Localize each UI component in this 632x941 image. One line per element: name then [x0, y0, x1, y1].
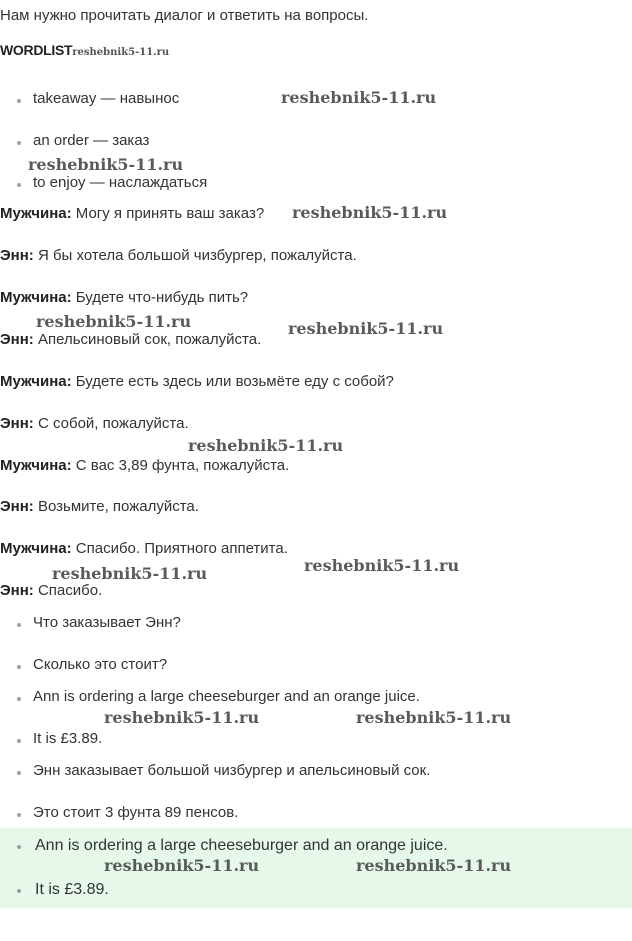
bullet-icon: [17, 183, 21, 187]
dialogue-line: [0, 204, 264, 224]
question-item: Энн заказывает большой чизбургер и апельсиновый сок.: [33, 762, 431, 779]
question-item: Сколько это стоит?: [33, 656, 168, 673]
bullet-icon: [17, 845, 21, 849]
dialogue-text: Будете что-нибудь пить?: [75, 289, 249, 306]
wordlist-title: WORDLIST: [0, 42, 73, 58]
dialogue-text: Апельсиновый сок, пожалуйста.: [37, 331, 262, 348]
speaker-label: Мужчина:: [0, 373, 72, 390]
wordlist-item: an order — заказ: [33, 132, 150, 149]
dialogue-text: Возьмите, пожалуйста.: [37, 498, 199, 515]
dialogue-line: [0, 456, 289, 476]
dialogue-line: [0, 246, 357, 266]
answer-item: Ann is ordering a large cheeseburger and an orange juice.: [35, 837, 448, 854]
speaker-label: Энн:: [0, 247, 34, 264]
dialogue-line: [0, 288, 248, 308]
dialogue-line: [0, 497, 199, 517]
dialogue-line: [0, 539, 288, 559]
question-item: Это стоит 3 фунта 89 пенсов.: [33, 804, 239, 821]
dialogue-text: Могу я принять ваш заказ?: [75, 205, 265, 222]
watermark: reshebnik5-11.ru: [292, 203, 448, 222]
bullet-icon: [17, 771, 21, 775]
watermark: reshebnik5-11.ru: [36, 312, 192, 331]
dialogue-line: [0, 414, 189, 434]
question-item: Что заказывает Энн?: [33, 614, 181, 631]
dialogue-line: [0, 330, 261, 350]
speaker-label: Энн:: [0, 582, 34, 599]
bullet-icon: [17, 99, 21, 103]
watermark: reshebnik5-11.ru: [104, 708, 260, 727]
watermark: reshebnik5-11.ru: [304, 556, 460, 575]
bullet-icon: [17, 623, 21, 627]
dialogue-text: Будете есть здесь или возьмёте еду с собой?: [75, 373, 394, 390]
watermark: reshebnik5-11.ru: [52, 564, 208, 583]
speaker-label: Мужчина:: [0, 540, 72, 557]
watermark: reshebnik5-11.ru: [281, 88, 437, 107]
speaker-label: Энн:: [0, 331, 34, 348]
dialogue-text: Спасибо.: [37, 582, 103, 599]
watermark: reshebnik5-11.ru: [28, 155, 184, 174]
watermark: reshebnik5-11.ru: [356, 708, 512, 727]
speaker-label: Мужчина:: [0, 205, 72, 222]
answer-box: [0, 828, 632, 908]
watermark: reshebnik5-11.ru: [188, 436, 344, 455]
wordlist-heading: [0, 40, 169, 63]
dialogue-text: С собой, пожалуйста.: [37, 415, 189, 432]
intro-text: Нам нужно прочитать диалог и ответить на вопросы.: [0, 7, 369, 24]
speaker-label: Энн:: [0, 415, 34, 432]
dialogue-text: С вас 3,89 фунта, пожалуйста.: [75, 457, 290, 474]
bullet-icon: [17, 697, 21, 701]
question-item: Ann is ordering a large cheeseburger and an orange juice.: [33, 688, 420, 705]
wordlist-watermark: reshebnik5-11.ru: [72, 47, 170, 58]
bullet-icon: [17, 665, 21, 669]
bullet-icon: [17, 141, 21, 145]
dialogue-text: Спасибо. Приятного аппетита.: [75, 540, 288, 557]
speaker-label: Мужчина:: [0, 289, 72, 306]
speaker-label: Мужчина:: [0, 457, 72, 474]
answer-item: It is £3.89.: [35, 881, 109, 898]
speaker-label: Энн:: [0, 498, 34, 515]
bullet-icon: [17, 889, 21, 893]
dialogue-text: Я бы хотела большой чизбургер, пожалуйста.: [37, 247, 357, 264]
watermark: reshebnik5-11.ru: [104, 856, 260, 875]
bullet-icon: [17, 739, 21, 743]
question-item: It is £3.89.: [33, 730, 103, 747]
wordlist-item: to enjoy — наслаждаться: [33, 174, 208, 191]
wordlist-item: takeaway — навынос: [33, 90, 180, 107]
watermark: reshebnik5-11.ru: [356, 856, 512, 875]
dialogue-line: [0, 581, 102, 601]
watermark: reshebnik5-11.ru: [288, 319, 444, 338]
bullet-icon: [17, 813, 21, 817]
dialogue-line: [0, 372, 394, 392]
